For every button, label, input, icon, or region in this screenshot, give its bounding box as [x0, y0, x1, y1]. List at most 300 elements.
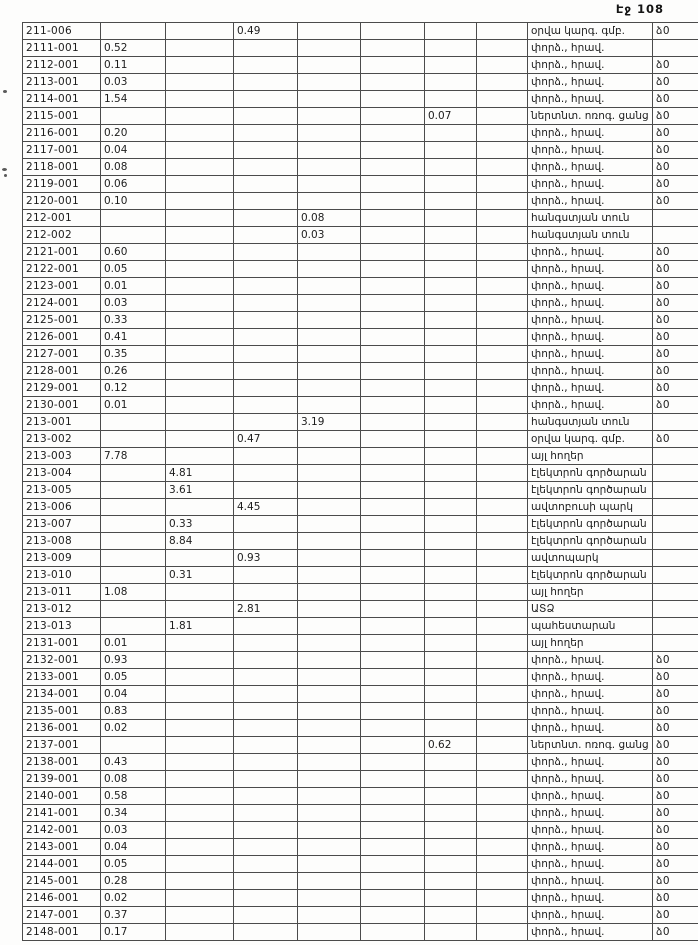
value-cell	[298, 856, 361, 873]
value-cell	[298, 805, 361, 822]
value-cell	[477, 516, 528, 533]
value-cell	[166, 737, 234, 754]
code-cell: 212-002	[23, 227, 101, 244]
value-cell	[425, 40, 477, 57]
value-cell	[425, 618, 477, 635]
value-cell	[234, 312, 298, 329]
value-cell: 0.04	[101, 839, 166, 856]
value-cell: 1.81	[166, 618, 234, 635]
value-cell: 8.84	[166, 533, 234, 550]
value-cell	[425, 448, 477, 465]
value-cell	[166, 584, 234, 601]
value-cell: 0.35	[101, 346, 166, 363]
value-cell	[166, 295, 234, 312]
value-cell	[361, 448, 425, 465]
desc-cell: փորձ., հրավ.	[528, 703, 653, 720]
code-cell: 2135-001	[23, 703, 101, 720]
margin-mark	[653, 448, 698, 465]
value-cell	[234, 754, 298, 771]
value-cell	[298, 397, 361, 414]
scan-artifact	[2, 168, 7, 171]
value-cell: 0.47	[234, 431, 298, 448]
table-row	[23, 907, 698, 924]
desc-cell: փորձ., հրավ.	[528, 346, 653, 363]
code-cell: 2140-001	[23, 788, 101, 805]
code-cell: 213-006	[23, 499, 101, 516]
value-cell	[477, 635, 528, 652]
value-cell	[477, 482, 528, 499]
value-cell	[477, 40, 528, 57]
value-cell: 2.81	[234, 601, 298, 618]
value-cell	[166, 669, 234, 686]
value-cell	[101, 618, 166, 635]
value-cell	[166, 278, 234, 295]
desc-cell: օրվա կարգ. գմբ.	[528, 431, 653, 448]
value-cell	[234, 414, 298, 431]
value-cell: 0.01	[101, 278, 166, 295]
value-cell	[361, 924, 425, 941]
value-cell	[166, 108, 234, 125]
code-cell: 213-001	[23, 414, 101, 431]
desc-cell: էլեկտրոն գործարան	[528, 533, 653, 550]
value-cell	[166, 414, 234, 431]
value-cell	[477, 363, 528, 380]
scan-artifact	[4, 174, 7, 177]
value-cell	[298, 533, 361, 550]
value-cell	[166, 856, 234, 873]
code-cell: 2124-001	[23, 295, 101, 312]
value-cell	[361, 329, 425, 346]
value-cell: 0.17	[101, 924, 166, 941]
value-cell	[477, 873, 528, 890]
value-cell	[477, 652, 528, 669]
value-cell	[234, 278, 298, 295]
desc-cell: փորձ., հրավ.	[528, 890, 653, 907]
value-cell	[234, 516, 298, 533]
value-cell: 0.06	[101, 176, 166, 193]
code-cell: 2120-001	[23, 193, 101, 210]
code-cell: 213-009	[23, 550, 101, 567]
value-cell	[166, 873, 234, 890]
value-cell: 3.61	[166, 482, 234, 499]
margin-mark	[653, 210, 698, 227]
code-cell: 2148-001	[23, 924, 101, 941]
value-cell: 7.78	[101, 448, 166, 465]
margin-mark: ձ0	[653, 142, 698, 159]
desc-cell: փորձ., հրավ.	[528, 40, 653, 57]
value-cell	[425, 91, 477, 108]
value-cell	[361, 601, 425, 618]
margin-mark: ձ0	[653, 278, 698, 295]
desc-cell: ավտոբուսի պարկ	[528, 499, 653, 516]
value-cell	[298, 516, 361, 533]
value-cell	[234, 74, 298, 91]
value-cell	[234, 346, 298, 363]
value-cell	[425, 686, 477, 703]
value-cell: 0.83	[101, 703, 166, 720]
desc-cell: փորձ., հրավ.	[528, 91, 653, 108]
value-cell	[477, 176, 528, 193]
desc-cell: փորձ., հրավ.	[528, 363, 653, 380]
value-cell	[166, 125, 234, 142]
value-cell	[234, 363, 298, 380]
value-cell	[425, 210, 477, 227]
value-cell	[166, 74, 234, 91]
value-cell: 0.11	[101, 57, 166, 74]
margin-mark: ձ0	[653, 669, 698, 686]
margin-mark	[653, 482, 698, 499]
code-cell: 2118-001	[23, 159, 101, 176]
value-cell	[425, 23, 477, 40]
code-cell: 2133-001	[23, 669, 101, 686]
value-cell	[477, 380, 528, 397]
table-row	[23, 74, 698, 91]
value-cell	[101, 227, 166, 244]
value-cell	[425, 278, 477, 295]
value-cell	[234, 159, 298, 176]
value-cell	[298, 907, 361, 924]
value-cell	[234, 907, 298, 924]
margin-mark	[653, 635, 698, 652]
desc-cell: փորձ., հրավ.	[528, 805, 653, 822]
margin-mark: ձ0	[653, 771, 698, 788]
value-cell	[361, 686, 425, 703]
value-cell	[298, 465, 361, 482]
value-cell	[361, 567, 425, 584]
table-row	[23, 125, 698, 142]
margin-mark: ձ0	[653, 329, 698, 346]
value-cell	[101, 414, 166, 431]
code-cell: 2122-001	[23, 261, 101, 278]
margin-mark	[653, 567, 698, 584]
value-cell: 0.04	[101, 142, 166, 159]
desc-cell: փորձ., հրավ.	[528, 261, 653, 278]
value-cell	[298, 431, 361, 448]
value-cell	[166, 703, 234, 720]
value-cell	[425, 601, 477, 618]
margin-mark: ձ0	[653, 652, 698, 669]
value-cell	[234, 839, 298, 856]
value-cell	[101, 550, 166, 567]
value-cell	[298, 57, 361, 74]
value-cell	[361, 788, 425, 805]
desc-cell: փորձ., հրավ.	[528, 652, 653, 669]
margin-mark: ձ0	[653, 856, 698, 873]
value-cell	[361, 890, 425, 907]
value-cell	[166, 635, 234, 652]
value-cell	[361, 295, 425, 312]
value-cell	[234, 227, 298, 244]
value-cell	[298, 329, 361, 346]
table-row	[23, 652, 698, 669]
desc-cell: ներտնտ. ոռոգ. ցանց	[528, 737, 653, 754]
value-cell	[298, 499, 361, 516]
table-row	[23, 465, 698, 482]
desc-cell: փորձ., հրավ.	[528, 244, 653, 261]
value-cell	[101, 516, 166, 533]
code-cell: 2123-001	[23, 278, 101, 295]
value-cell	[234, 669, 298, 686]
value-cell	[361, 669, 425, 686]
value-cell: 0.37	[101, 907, 166, 924]
desc-cell: փորձ., հրավ.	[528, 125, 653, 142]
margin-mark: ձ0	[653, 754, 698, 771]
value-cell: 0.05	[101, 669, 166, 686]
value-cell	[166, 907, 234, 924]
table-row	[23, 482, 698, 499]
value-cell: 0.43	[101, 754, 166, 771]
value-cell	[425, 924, 477, 941]
table-row	[23, 91, 698, 108]
value-cell	[477, 261, 528, 278]
table-row	[23, 754, 698, 771]
value-cell	[361, 618, 425, 635]
margin-mark: ձ0	[653, 23, 698, 40]
table-row	[23, 193, 698, 210]
value-cell	[425, 346, 477, 363]
value-cell	[425, 363, 477, 380]
value-cell	[361, 584, 425, 601]
value-cell	[234, 618, 298, 635]
margin-mark: ձ0	[653, 890, 698, 907]
desc-cell: պահեստարան	[528, 618, 653, 635]
margin-mark: ձ0	[653, 703, 698, 720]
value-cell	[101, 499, 166, 516]
value-cell	[361, 210, 425, 227]
value-cell	[166, 822, 234, 839]
code-cell: 2114-001	[23, 91, 101, 108]
margin-mark	[653, 227, 698, 244]
value-cell	[425, 805, 477, 822]
value-cell	[425, 227, 477, 244]
value-cell	[298, 363, 361, 380]
value-cell: 0.41	[101, 329, 166, 346]
table-row	[23, 142, 698, 159]
desc-cell: էլեկտրոն գործարան	[528, 465, 653, 482]
value-cell	[166, 805, 234, 822]
value-cell	[477, 295, 528, 312]
value-cell	[477, 703, 528, 720]
value-cell	[166, 754, 234, 771]
table-row	[23, 397, 698, 414]
desc-cell: էլեկտրոն գործարան	[528, 567, 653, 584]
value-cell: 1.54	[101, 91, 166, 108]
desc-cell: փորձ., հրավ.	[528, 924, 653, 941]
value-cell	[477, 686, 528, 703]
code-cell: 213-007	[23, 516, 101, 533]
code-cell: 2147-001	[23, 907, 101, 924]
value-cell: 0.26	[101, 363, 166, 380]
desc-cell: օրվա կարգ. գմբ.	[528, 23, 653, 40]
value-cell	[298, 261, 361, 278]
value-cell	[166, 329, 234, 346]
table-row	[23, 448, 698, 465]
value-cell	[477, 244, 528, 261]
value-cell	[425, 839, 477, 856]
value-cell	[361, 873, 425, 890]
table-row	[23, 346, 698, 363]
margin-mark	[653, 584, 698, 601]
desc-cell: էլեկտրոն գործարան	[528, 516, 653, 533]
value-cell	[361, 57, 425, 74]
value-cell	[101, 601, 166, 618]
code-cell: 213-012	[23, 601, 101, 618]
value-cell	[166, 40, 234, 57]
table-row	[23, 873, 698, 890]
value-cell	[425, 125, 477, 142]
value-cell: 0.62	[425, 737, 477, 754]
table-row	[23, 703, 698, 720]
value-cell	[361, 91, 425, 108]
value-cell	[477, 737, 528, 754]
value-cell	[166, 193, 234, 210]
value-cell: 3.19	[298, 414, 361, 431]
table-row	[23, 856, 698, 873]
value-cell: 0.03	[101, 295, 166, 312]
desc-cell: այլ հողեր	[528, 448, 653, 465]
code-cell: 213-003	[23, 448, 101, 465]
table-row	[23, 669, 698, 686]
value-cell	[361, 397, 425, 414]
scan-artifact	[3, 90, 7, 93]
table-row	[23, 414, 698, 431]
desc-cell: փորձ., հրավ.	[528, 278, 653, 295]
value-cell	[477, 312, 528, 329]
value-cell	[361, 516, 425, 533]
value-cell	[361, 482, 425, 499]
value-cell	[166, 601, 234, 618]
value-cell	[298, 601, 361, 618]
value-cell: 0.03	[298, 227, 361, 244]
value-cell	[361, 40, 425, 57]
value-cell	[166, 720, 234, 737]
value-cell: 0.20	[101, 125, 166, 142]
margin-mark	[653, 414, 698, 431]
margin-mark	[653, 601, 698, 618]
value-cell	[477, 465, 528, 482]
value-cell	[477, 669, 528, 686]
margin-mark: ձ0	[653, 380, 698, 397]
desc-cell: փորձ., հրավ.	[528, 57, 653, 74]
value-cell: 0.93	[234, 550, 298, 567]
value-cell	[477, 448, 528, 465]
value-cell	[477, 57, 528, 74]
code-cell: 2128-001	[23, 363, 101, 380]
value-cell	[101, 737, 166, 754]
value-cell: 0.01	[101, 397, 166, 414]
desc-cell: այլ հողեր	[528, 635, 653, 652]
value-cell	[234, 482, 298, 499]
code-cell: 2138-001	[23, 754, 101, 771]
margin-mark: ձ0	[653, 686, 698, 703]
desc-cell: փորձ., հրավ.	[528, 380, 653, 397]
desc-cell: հանգստյան տուն	[528, 227, 653, 244]
desc-cell: փորձ., հրավ.	[528, 176, 653, 193]
code-cell: 211-006	[23, 23, 101, 40]
value-cell	[166, 397, 234, 414]
value-cell	[425, 380, 477, 397]
value-cell	[298, 176, 361, 193]
code-cell: 2116-001	[23, 125, 101, 142]
value-cell	[477, 805, 528, 822]
value-cell	[425, 74, 477, 91]
code-cell: 2141-001	[23, 805, 101, 822]
margin-mark: ձ0	[653, 244, 698, 261]
value-cell	[477, 618, 528, 635]
value-cell	[234, 40, 298, 57]
table-row	[23, 584, 698, 601]
value-cell	[361, 142, 425, 159]
value-cell	[234, 448, 298, 465]
value-cell	[477, 397, 528, 414]
value-cell	[101, 482, 166, 499]
code-cell: 2115-001	[23, 108, 101, 125]
value-cell	[166, 890, 234, 907]
value-cell	[234, 142, 298, 159]
table-row	[23, 550, 698, 567]
value-cell	[234, 261, 298, 278]
value-cell	[425, 261, 477, 278]
margin-mark: ձ0	[653, 363, 698, 380]
value-cell	[425, 533, 477, 550]
code-cell: 2112-001	[23, 57, 101, 74]
page-number: Էջ 108	[615, 2, 664, 16]
value-cell	[477, 227, 528, 244]
value-cell	[298, 74, 361, 91]
value-cell	[166, 788, 234, 805]
margin-mark: ձ0	[653, 788, 698, 805]
desc-cell: փորձ., հրավ.	[528, 686, 653, 703]
value-cell	[361, 23, 425, 40]
value-cell	[425, 329, 477, 346]
value-cell	[361, 312, 425, 329]
value-cell	[166, 91, 234, 108]
value-cell	[298, 159, 361, 176]
value-cell	[234, 924, 298, 941]
value-cell	[298, 771, 361, 788]
value-cell	[234, 295, 298, 312]
table-row	[23, 380, 698, 397]
code-cell: 2125-001	[23, 312, 101, 329]
value-cell: 0.60	[101, 244, 166, 261]
value-cell	[234, 873, 298, 890]
table-row	[23, 176, 698, 193]
margin-mark: ձ0	[653, 91, 698, 108]
table-row	[23, 23, 698, 40]
value-cell	[477, 839, 528, 856]
value-cell	[298, 567, 361, 584]
value-cell	[166, 244, 234, 261]
value-cell	[425, 788, 477, 805]
value-cell	[234, 856, 298, 873]
value-cell	[425, 397, 477, 414]
value-cell	[298, 23, 361, 40]
value-cell	[425, 754, 477, 771]
value-cell	[298, 720, 361, 737]
value-cell	[234, 703, 298, 720]
value-cell	[477, 584, 528, 601]
value-cell: 0.07	[425, 108, 477, 125]
value-cell	[477, 125, 528, 142]
table-row	[23, 788, 698, 805]
table-row	[23, 295, 698, 312]
margin-mark	[653, 533, 698, 550]
value-cell	[361, 380, 425, 397]
value-cell	[361, 822, 425, 839]
table-row	[23, 805, 698, 822]
value-cell	[477, 601, 528, 618]
value-cell	[361, 839, 425, 856]
